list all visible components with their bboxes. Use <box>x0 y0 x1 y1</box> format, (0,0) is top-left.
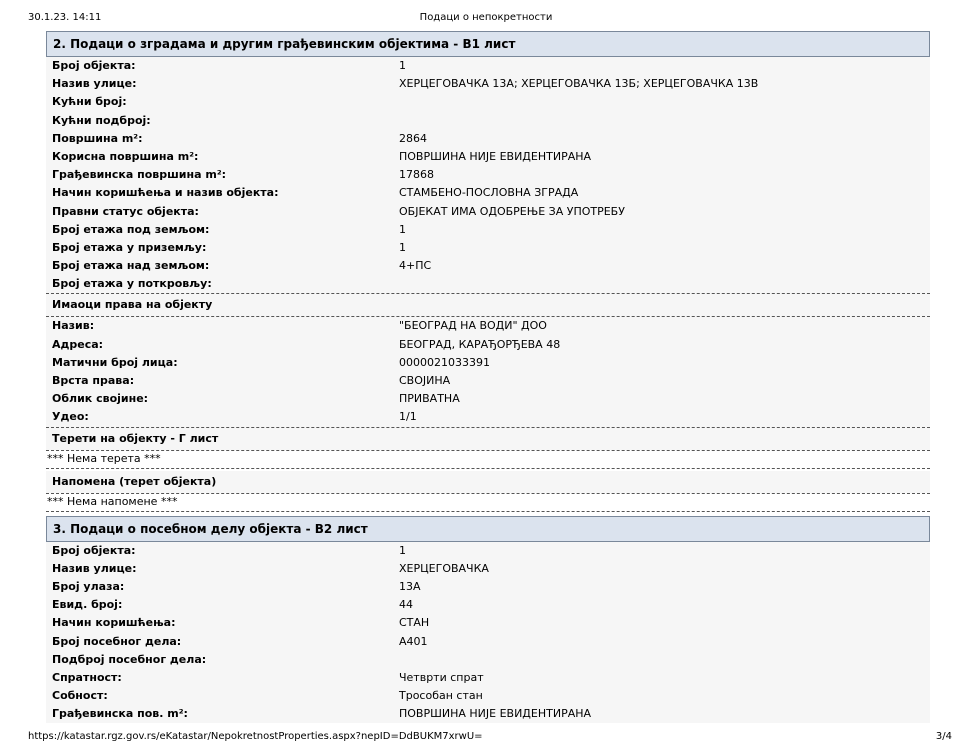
field-value: 2864 <box>399 131 427 145</box>
table-row <box>46 596 930 614</box>
field-label: Назив: <box>52 319 95 333</box>
table-row <box>46 651 930 669</box>
document-content <box>46 31 930 723</box>
table-row <box>46 148 930 166</box>
field-label: Корисна површина m²: <box>52 149 199 163</box>
field-label: Начин коришћења и назив објекта: <box>52 186 279 200</box>
table-row <box>46 130 930 148</box>
page-url: https://katastar.rgz.gov.rs/eKatastar/NepokretnostProperties.aspx?nepID=DdBUKM7xrwU= <box>28 731 483 742</box>
field-value: СТАМБЕНО-ПОСЛОВНА ЗГРАДА <box>399 186 579 200</box>
table-row <box>46 578 930 596</box>
field-value: 1/1 <box>399 410 417 424</box>
field-label: Удео: <box>52 410 89 424</box>
table-row <box>46 239 930 257</box>
field-value: ПОВРШИНА НИЈЕ ЕВИДЕНТИРАНА <box>399 707 592 721</box>
field-value: 17868 <box>399 168 434 182</box>
owners-rows <box>46 316 930 426</box>
field-label: Назив улице: <box>52 561 137 575</box>
owners-subheader: Имаоци права на објекту <box>46 293 930 316</box>
burdens-subheader: Терети на објекту - Г лист <box>46 427 930 450</box>
field-label: Број објекта: <box>52 59 136 72</box>
table-row <box>46 354 930 372</box>
field-value: 1 <box>399 543 406 557</box>
field-label: Адреса: <box>52 337 104 351</box>
remarks-note: *** Нема напомене *** <box>46 493 930 512</box>
field-value: СВОЈИНА <box>399 374 451 387</box>
page-title: Подаци о непокретности <box>419 12 553 23</box>
field-value: 44 <box>399 598 413 612</box>
field-value: А401 <box>399 634 428 648</box>
field-value: 13А <box>399 579 421 593</box>
table-row <box>46 57 930 75</box>
field-label: Начин коришћења: <box>52 616 176 630</box>
table-row <box>46 705 930 723</box>
section3-header: 3. Подаци о посебном делу објекта - В2 лист <box>46 516 930 542</box>
field-label: Спратност: <box>52 670 122 684</box>
table-row <box>46 372 930 390</box>
field-value: ПОВРШИНА НИЈЕ ЕВИДЕНТИРАНА <box>399 149 592 163</box>
field-label: Број улаза: <box>52 579 125 593</box>
field-value <box>399 93 930 111</box>
field-label: Број етажа у поткровљу: <box>52 277 212 291</box>
field-value <box>399 651 930 669</box>
table-row <box>46 257 930 275</box>
field-value: ОБЈЕКАТ ИМА ОДОБРЕЊЕ ЗА УПОТРЕБУ <box>399 204 625 218</box>
table-row <box>46 687 930 705</box>
field-label: Кућни подброј: <box>52 113 151 127</box>
table-row <box>46 275 930 293</box>
field-label: Матични број лица: <box>52 355 178 369</box>
field-label: Број објекта: <box>52 543 136 557</box>
field-label: Подброј посебног дела: <box>52 652 207 666</box>
field-value <box>399 275 930 293</box>
field-value: 1 <box>399 240 406 254</box>
table-row <box>46 614 930 632</box>
field-label: Назив улице: <box>52 77 137 91</box>
table-row <box>46 221 930 239</box>
page-header <box>28 12 944 26</box>
field-value: ПРИВАТНА <box>399 392 460 406</box>
table-row <box>46 317 930 335</box>
field-value: 1 <box>399 222 406 236</box>
field-value: БЕОГРАД, КАРАЂОРЂЕВА 48 <box>399 337 561 351</box>
table-row <box>46 633 930 651</box>
field-value: 1 <box>399 59 406 72</box>
field-label: Кућни број: <box>52 95 127 109</box>
field-label: Број етажа под земљом: <box>52 222 210 236</box>
section2-rows <box>46 57 930 293</box>
field-value: СТАН <box>399 616 430 630</box>
field-label: Врста права: <box>52 374 135 387</box>
burdens-note: *** Нема терета *** <box>46 450 930 469</box>
remarks-subheader: Напомена (терет објекта) <box>46 471 930 493</box>
table-row <box>46 203 930 221</box>
table-row <box>46 560 930 578</box>
field-label: Број етажа над земљом: <box>52 259 210 273</box>
page-number: 3/4 <box>935 731 952 742</box>
field-label: Правни статус објекта: <box>52 204 199 218</box>
field-label: Собност: <box>52 689 108 703</box>
field-label: Облик својине: <box>52 392 149 406</box>
table-row <box>46 166 930 184</box>
field-value: "БЕОГРАД НА ВОДИ" ДОО <box>399 319 547 333</box>
field-value <box>399 112 930 130</box>
page-footer <box>28 731 952 745</box>
field-value: 0000021033391 <box>399 355 490 369</box>
table-row <box>46 542 930 560</box>
table-row <box>46 669 930 687</box>
table-row <box>46 93 930 111</box>
section2-header: 2. Подаци о зградама и другим грађевинским објектима - В1 лист <box>46 31 930 57</box>
field-label: Грађевинска површина m²: <box>52 168 227 182</box>
field-value: ХЕРЦЕГОВАЧКА <box>399 561 489 575</box>
field-value: Трособан стан <box>399 689 483 703</box>
table-row <box>46 390 930 408</box>
field-value: 4+ПС <box>399 259 432 273</box>
field-value: Четврти спрат <box>399 670 484 684</box>
table-row <box>46 184 930 202</box>
field-label: Евид. број: <box>52 598 123 612</box>
table-row <box>46 408 930 426</box>
field-value: ХЕРЦЕГОВАЧКА 13А; ХЕРЦЕГОВАЧКА 13Б; ХЕРЦЕГОВАЧКА 13В <box>399 77 759 91</box>
table-row <box>46 336 930 354</box>
field-label: Број посебног дела: <box>52 634 182 648</box>
field-label: Грађевинска пов. m²: <box>52 707 188 721</box>
table-row <box>46 75 930 93</box>
field-label: Површина m²: <box>52 131 143 145</box>
section3-rows <box>46 542 930 724</box>
print-datetime: 30.1.23. 14:11 <box>28 12 102 23</box>
field-label: Број етажа у приземљу: <box>52 240 207 254</box>
table-row <box>46 112 930 130</box>
